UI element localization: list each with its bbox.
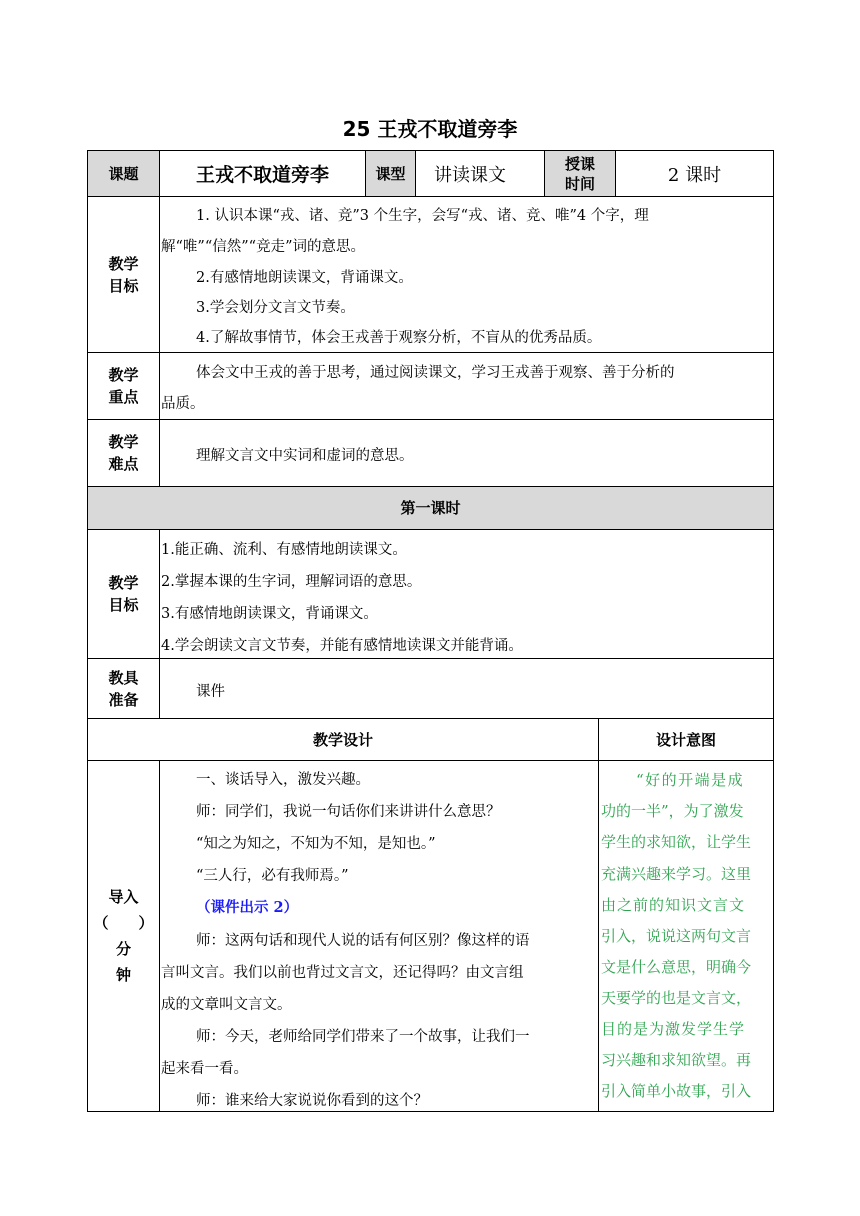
goal-line: 2.有感情地朗读课文，背诵课文。 [196, 270, 413, 286]
focus-line: 品质。 [161, 396, 205, 412]
page-title: 25 王戎不取道旁李 [342, 117, 518, 141]
intro-line: 言叫文言。我们以前也背过文言文，还记得吗？由文言组 [161, 965, 524, 981]
difficulty-label-cell [87, 419, 160, 487]
intro-line: 成的文章叫文言文。 [161, 997, 292, 1013]
first-period-header [87, 486, 774, 530]
period-goals-label-cell [87, 529, 160, 659]
period-goal-line: 2.掌握本课的生字词，理解词语的意思。 [161, 574, 422, 590]
type-label: 课型 [375, 164, 406, 183]
lesson-value-cell [159, 150, 366, 197]
difficulty-label-1: 教学 [108, 433, 139, 451]
tools-label-cell [87, 658, 160, 719]
design-header-cell [87, 718, 599, 761]
intro-label-1: 导入 [108, 888, 139, 906]
time-value: 2 课时 [667, 164, 722, 186]
intro-line: 一、谈话导入，激发兴趣。 [196, 772, 370, 788]
intro-line: 师：今天，老师给同学们带来了一个故事，让我们一 [196, 1029, 530, 1045]
period-goals-label-1: 教学 [108, 574, 139, 592]
time-label-cell [544, 150, 616, 197]
goal-line: 3.学会划分文言文节奏。 [196, 300, 355, 316]
time-label-line2: 时间 [564, 174, 595, 193]
intent-header-cell [598, 718, 774, 761]
intro-line: 师：同学们，我说一句话你们来讲讲什么意思？ [196, 804, 501, 820]
time-label-line1: 授课 [564, 154, 595, 173]
tools-label-1: 教具 [108, 668, 139, 687]
time-value-cell [615, 150, 774, 197]
goals-label-2: 目标 [108, 276, 139, 295]
intro-line: 起来看一看。 [161, 1061, 248, 1077]
tools-content-cell [159, 658, 774, 719]
focus-label-2: 重点 [108, 388, 139, 406]
type-value: 讲读课文 [434, 164, 506, 186]
focus-label-cell [87, 352, 160, 420]
difficulty-label-2: 难点 [108, 455, 139, 473]
period-goal-line: 1.能正确、流利、有感情地朗读课文。 [161, 542, 407, 558]
intent-line: 习兴趣和求知欲望。再 [601, 1051, 752, 1069]
intent-line: “好的开端是成 [636, 771, 745, 789]
period-goal-line: 3.有感情地朗读课文，背诵课文。 [161, 606, 378, 622]
intro-line: “三人行，必有我师焉。” [196, 868, 349, 884]
goals-label-cell [87, 196, 160, 353]
intro-line: “知之为知之，不知为不知，是知也。” [196, 836, 436, 852]
intent-line: 目的是为激发学生学 [601, 1020, 746, 1038]
first-period-label: 第一课时 [400, 499, 461, 517]
focus-label-1: 教学 [108, 366, 139, 384]
lesson-value: 王戎不取道旁李 [195, 164, 329, 186]
type-value-cell [415, 150, 545, 197]
goals-label-1: 教学 [108, 254, 139, 273]
goal-line: 解“唯”“信然”“竞走”词的意思。 [161, 239, 365, 255]
intro-label-3: 钟 [115, 966, 131, 984]
intent-line: 天要学的也是文言文， [601, 989, 752, 1007]
intent-header: 设计意图 [655, 730, 716, 749]
intent-line: 学生的求知欲，让学生 [601, 833, 752, 851]
intent-line: 文是什么意思，明确今 [601, 958, 752, 976]
intent-line: 引入，说说这两句文言 [601, 927, 752, 945]
intro-line: 师：这两句话和现代人说的话有何区别？像这样的语 [196, 933, 530, 949]
intent-line: 由之前的知识文言文 [601, 896, 746, 914]
tools-text: 课件 [196, 684, 225, 700]
lesson-label-cell [87, 150, 160, 197]
type-label-cell [365, 150, 416, 197]
courseware-note: （课件出示 2） [196, 899, 299, 916]
intro-line: 师：谁来给大家说说你看到的这个？ [196, 1093, 428, 1109]
intro-label-cell [87, 760, 160, 1112]
focus-line: 体会文中王戎的善于思考，通过阅读课文，学习王戎善于观察、善于分析的 [196, 365, 675, 381]
period-goal-line: 4.学会朗读文言文节奏，并能有感情地读课文并能背诵。 [161, 638, 523, 654]
lesson-label: 课题 [108, 164, 139, 183]
design-header: 教学设计 [312, 730, 373, 749]
difficulty-text: 理解文言文中实词和虚词的意思。 [196, 448, 414, 464]
tools-label-2: 准备 [108, 690, 139, 709]
intent-line: 引入简单小故事，引入 [601, 1082, 752, 1100]
intent-line: 充满兴趣来学习。这里 [601, 865, 752, 883]
goal-line: 4.了解故事情节，体会王戎善于观察分析，不盲从的优秀品质。 [196, 330, 602, 346]
intro-label-2: （ ）分 [93, 914, 154, 958]
intent-line: 功的一半”，为了激发 [601, 802, 744, 820]
period-goals-label-2: 目标 [108, 596, 139, 614]
goal-line: 1. 认识本课“戎、诸、竞”3 个生字，会写“戎、诸、竞、唯”4 个字，理 [196, 208, 649, 224]
